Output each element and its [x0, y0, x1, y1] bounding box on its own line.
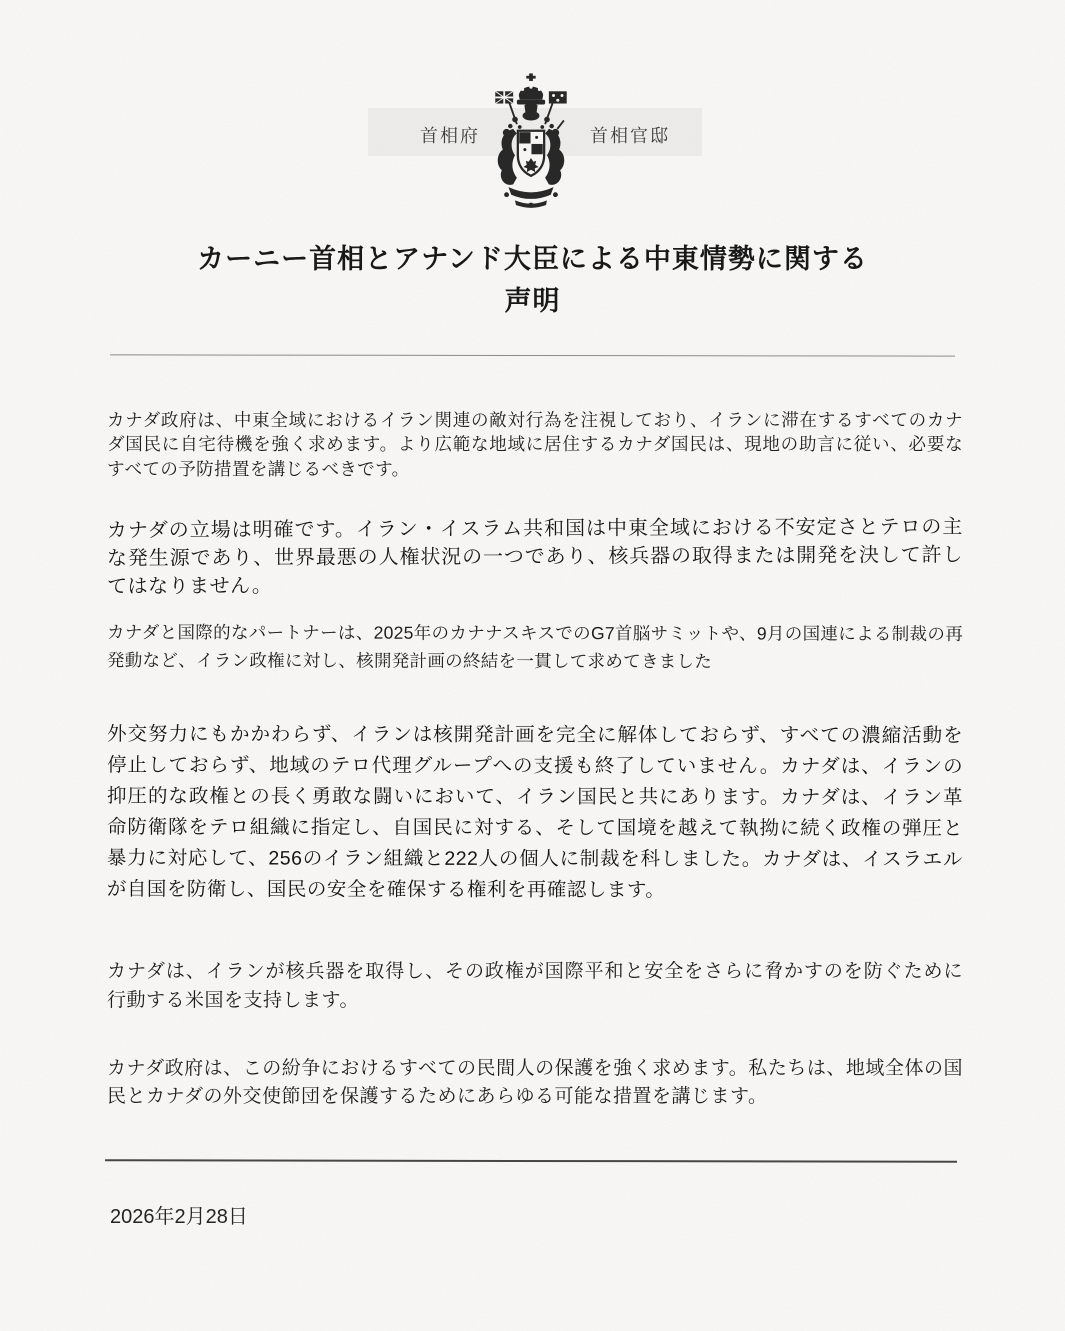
page-title-line1: カーニー首相とアナンド大臣による中東情勢に関する: [197, 244, 868, 274]
statement-paragraph-6: カナダ政府は、この紛争におけるすべての民間人の保護を強く求めます。私たちは、地域全体の国民とカナダの外交使節団を保護するためにあらゆる可能な措置を講じます。: [107, 1058, 963, 1107]
canada-coat-of-arms-icon: [484, 72, 578, 214]
statement-paragraph-1: カナダ政府は、中東全域におけるイラン関連の敵対行為を注視しており、イランに滞在するすべてのカナダ国民に自宅待機を強く求めます。より広範な地域に居住するカナダ国民は、現地の助言に従い、必要なすべての予防措置を講じるべきです。: [107, 409, 963, 479]
header-right-label: 首相官邸: [590, 126, 670, 146]
bottom-divider: [105, 1159, 957, 1162]
statement-paragraph-5: カナダは、イランが核兵器を取得し、その政権が国際平和と安全をさらに脅かすのを防ぐために行動する米国を支持します。: [107, 961, 963, 1011]
top-divider: [110, 354, 955, 356]
statement-date: 2026年2月28日: [110, 1206, 248, 1228]
statement-paragraph-3: カナダと国際的なパートナーは、2025年のカナナスキスでのG7首脳サミットや、9月の国連による制裁の再発動など、イラン政権に対し、核開発計画の終結を一貫して求めてきました: [106, 621, 964, 671]
statement-paragraph-2: カナダの立場は明確です。イラン・イスラム共和国は中東全域における不安定さとテロの主な発生源であり、世界最悪の人権状況の一つであり、核兵器の取得または開発を決して許してはなりません。: [106, 516, 964, 598]
page-title-line2: 声明: [504, 286, 561, 316]
page-title: [0, 238, 1065, 322]
statement-paragraph-4: 外交努力にもかかわらず、イランは核開発計画を完全に解体しておらず、すべての濃縮活動を停止しておらず、地域のテロ代理グループへの支援も終了していません。カナダは、イランの抑圧的な政権との長く勇敢な闘いにおいて、イラン国民と共にあります。カナダは、イラン革命防衛隊をテロ組織に指定し、自国民に対する、そして国境を越えて執拗に続く政権の弾圧と暴力に対応して、256のイラン組織と222人の個人に制裁を科しました。カナダは、イスラエルが自国を防衛し、国民の安全を確保する権利を再確認します。: [106, 722, 964, 901]
header-left-label: 首相府: [420, 126, 480, 146]
